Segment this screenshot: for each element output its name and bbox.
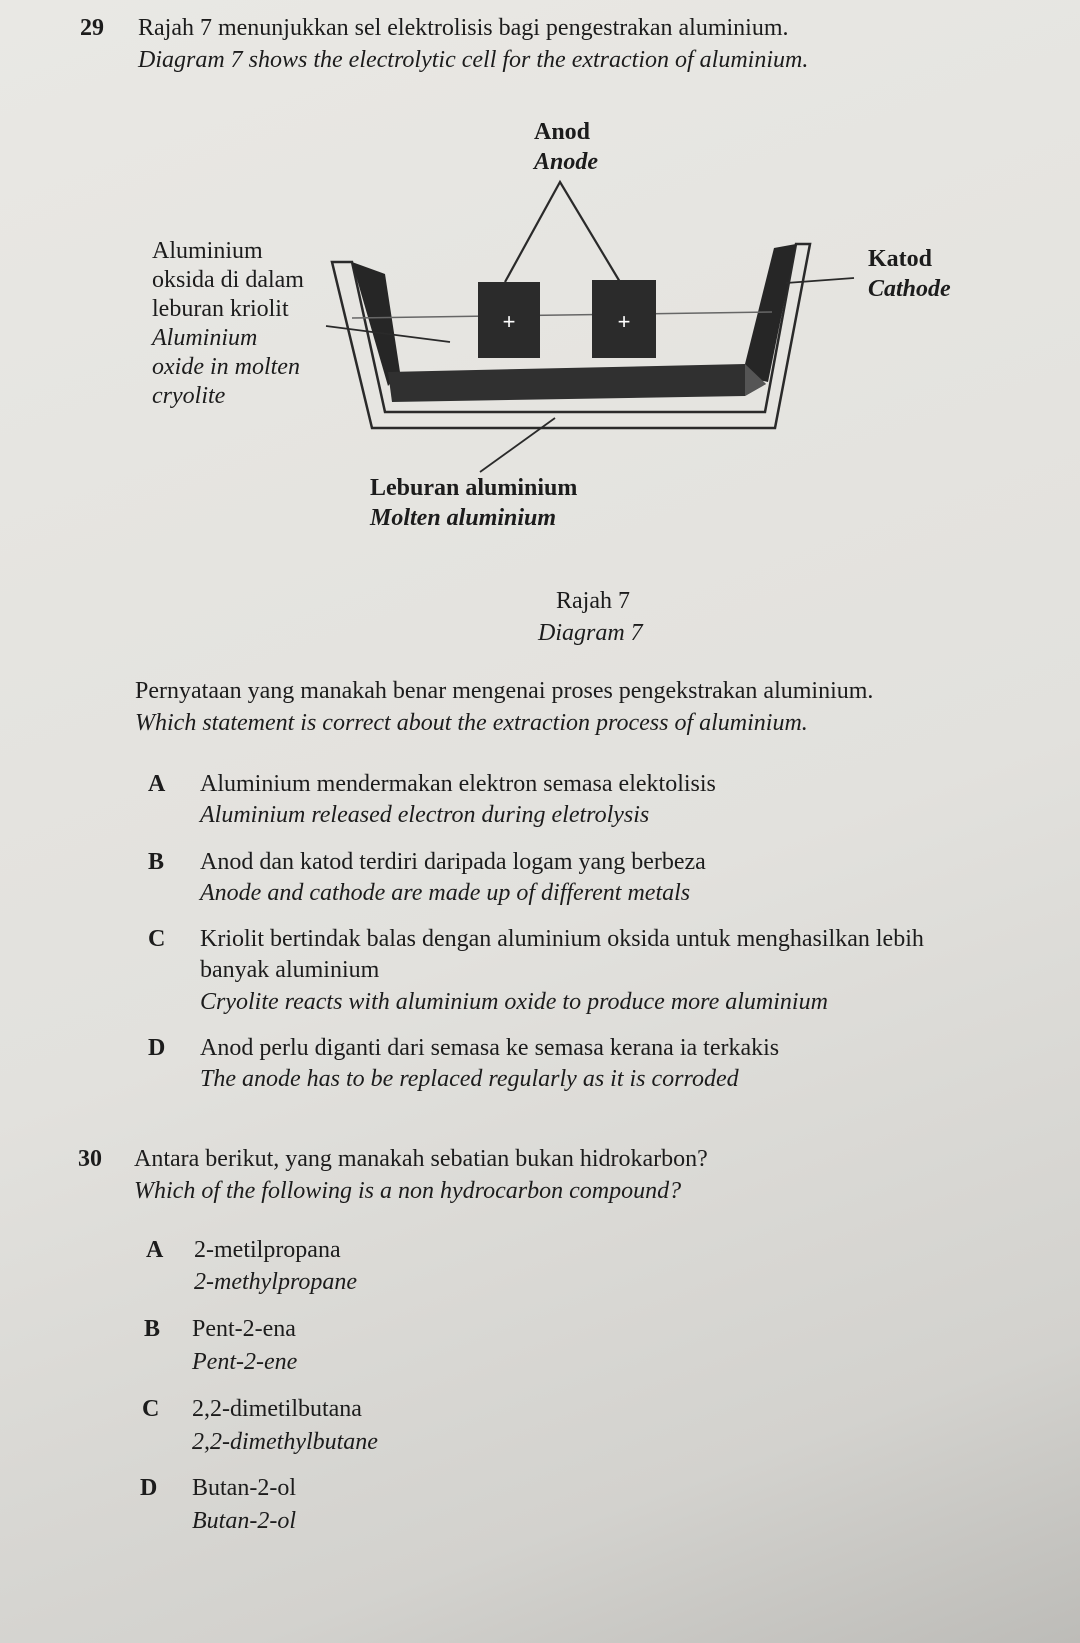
q30-question-en: Which of the following is a non hydrocarbon compound? (134, 1178, 682, 1204)
option-text-ms: 2,2-dimetilbutana (192, 1396, 362, 1422)
option-text-ms: Anod perlu diganti dari semasa ke semasa kerana ia terkakis (200, 1035, 780, 1061)
option-text-en: 2,2-dimethylbutane (192, 1429, 378, 1455)
oxide-label-en-3: cryolite (152, 383, 226, 409)
option-letter: C (142, 1396, 160, 1422)
oxide-label-en-2: oxide in molten (152, 354, 300, 380)
q29-number: 29 (80, 15, 104, 41)
anode-wire (505, 182, 620, 282)
anode-label-en: Anode (534, 149, 599, 175)
option-text-ms: Kriolit bertindak balas dengan aluminium oksida untuk menghasilkan lebih (200, 926, 924, 952)
option-letter: B (148, 849, 165, 875)
option-text-en: Butan-2-ol (192, 1508, 296, 1534)
option-text-en: Aluminium released electron during eletrolysis (200, 802, 650, 828)
option-text-en: 2-methylpropane (194, 1269, 358, 1295)
option-letter: A (146, 1237, 164, 1263)
option-text-ms: Pent-2-ena (192, 1316, 296, 1342)
q29-question-ms: Pernyataan yang manakah benar mengenai proses pengekstrakan aluminium. (135, 678, 874, 704)
option-text-ms-2: banyak aluminium (200, 957, 380, 983)
q29-stem-en: Diagram 7 shows the electrolytic cell for the extraction of aluminium. (138, 47, 809, 73)
molten-label-en: Molten aluminium (370, 505, 557, 531)
molten-label-ms: Leburan aluminium (370, 475, 578, 501)
cathode-label-ms: Katod (868, 246, 933, 272)
option-text-ms: Butan-2-ol (192, 1475, 296, 1501)
option-text-ms: 2-metilpropana (194, 1237, 341, 1263)
option-letter: B (144, 1316, 161, 1342)
option-letter: D (148, 1035, 166, 1061)
oxide-label-ms-1: Aluminium (152, 238, 263, 264)
anode-label-ms: Anod (534, 119, 591, 145)
q30-number: 30 (78, 1146, 102, 1172)
option-letter: C (148, 926, 166, 952)
plus-sign-left: + (502, 309, 516, 334)
diagram-caption-ms: Rajah 7 (556, 588, 630, 614)
option-text-en: Cryolite reacts with aluminium oxide to produce more aluminium (200, 989, 828, 1015)
option-text-en: Anode and cathode are made up of different metals (200, 880, 691, 906)
cathode-label-en: Cathode (868, 276, 951, 302)
molten-aluminium-layer (388, 364, 766, 402)
option-text-ms: Aluminium mendermakan elektron semasa elektolisis (200, 771, 716, 797)
diagram-caption-en: Diagram 7 (538, 620, 643, 646)
option-text-ms: Anod dan katod terdiri daripada logam yang berbeza (200, 849, 706, 875)
option-text-en: Pent-2-ene (192, 1349, 298, 1375)
option-letter: A (148, 771, 166, 797)
q29-stem-ms: Rajah 7 menunjukkan sel elektrolisis bagi pengestrakan aluminium. (138, 15, 789, 41)
q30-question-ms: Antara berikut, yang manakah sebatian bukan hidrokarbon? (134, 1146, 708, 1172)
oxide-label-ms-2: oksida di dalam (152, 267, 304, 293)
oxide-label-en-1: Aluminium (152, 325, 258, 351)
oxide-label-ms-3: leburan kriolit (152, 296, 289, 322)
plus-sign-right: + (617, 309, 631, 334)
option-letter: D (140, 1475, 158, 1501)
option-text-en: The anode has to be replaced regularly as it is corroded (200, 1066, 739, 1092)
q29-question-en: Which statement is correct about the extraction process of aluminium. (135, 710, 808, 736)
